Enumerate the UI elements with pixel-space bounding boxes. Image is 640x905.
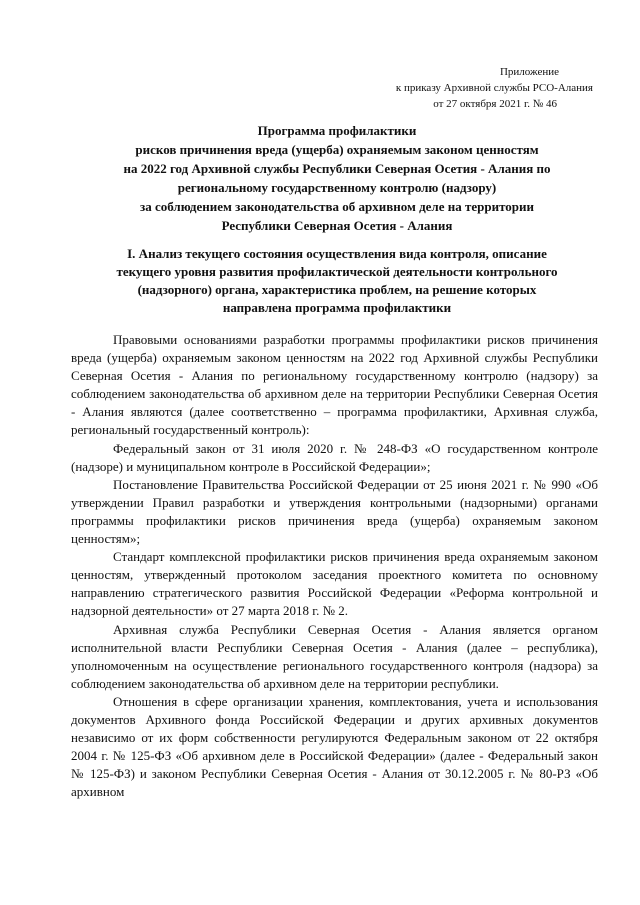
paragraph-legal-basis: Правовыми основаниями разработки программы профилактики рисков причинения вреда (ущерба) охраняемым законом ценностям на 2022 год Архивной службы Республики Северная Осетия - Алания по региональному государственному контролю (надзору) за соблюдением законодательства об архивном деле на территории Республики Северная Осетия - Алания являются (далее соответственно – программа профилактики, Архивная служба, региональный государственный контроль): xyxy=(71,332,598,438)
appendix-date: от 27 октября 2021 г. № 46 xyxy=(433,98,557,110)
section-heading-line: текущего уровня развития профилактической деятельности контрольного xyxy=(116,264,558,279)
appendix-header xyxy=(293,64,593,112)
title-line: на 2022 год Архивной службы Республики Северная Осетия - Алания по xyxy=(123,161,551,176)
appendix-title: Приложение xyxy=(499,66,559,78)
section-heading-line: (надзорного) органа, характеристика проблем, на решение которых xyxy=(137,282,537,297)
body-text xyxy=(71,331,598,801)
paragraph-relations: Отношения в сфере организации хранения, комплектования, учета и использования документов Архивного фонда Российской Федерации и других архивных документов независимо от их форм собственности регулируются Федеральным законом от 22 октября 2004 г. № 125-ФЗ «Об архивном деле в Российской Федерации» (далее - Федеральный закон № 125-ФЗ) и законом Республики Северная Осетия - Алания от 30.12.2005 г. № 80-РЗ «Об архивном xyxy=(71,693,598,800)
paragraph-standard: Стандарт комплексной профилактики рисков причинения вреда охраняемым законом ценностям, утвержденный протоколом заседания проектного комитета по основному направлению стратегического развития Российской Федерации «Реформа контрольной и надзорной деятельности» от 27 марта 2018 г. № 2. xyxy=(71,549,598,619)
title-line: рисков причинения вреда (ущерба) охраняемым законом ценностям xyxy=(135,142,539,157)
program-title xyxy=(70,121,604,235)
paragraph-federal-law-248: Федеральный закон от 31 июля 2020 г. № 248-ФЗ «О государственном контроле (надзоре) и муниципальном контроле в Российской Федерации»; xyxy=(71,440,598,474)
section-heading-line: I. Анализ текущего состояния осуществления вида контроля, описание xyxy=(127,246,547,261)
paragraph-government-decree-990: Постановление Правительства Российской Федерации от 25 июня 2021 г. № 990 «Об утверждении Правил разработки и утверждения контрольными (надзорными) органами программы профилактики рисков причинения вреда (ущерба) охраняемым законом ценностям»; xyxy=(71,476,598,547)
title-line: региональному государственному контролю (надзору) xyxy=(177,180,497,195)
paragraph-archive-service: Архивная служба Республики Северная Осетия - Алания является органом исполнительной власти Республики Северная Осетия - Алания (далее – республика), уполномоченным на осуществление регионального государственного контроля (надзора) за соблюдением законодательства об архивном деле на территории республики. xyxy=(71,621,598,691)
appendix-order-reference: к приказу Архивной службы РСО-Алания xyxy=(395,82,593,94)
title-line: Программа профилактики xyxy=(257,123,417,138)
title-line: за соблюдением законодательства об архивном деле на территории xyxy=(139,199,535,214)
section-heading xyxy=(70,245,604,317)
section-heading-line: направлена программа профилактики xyxy=(222,300,452,315)
title-line: Республики Северная Осетия - Алания xyxy=(221,218,453,233)
